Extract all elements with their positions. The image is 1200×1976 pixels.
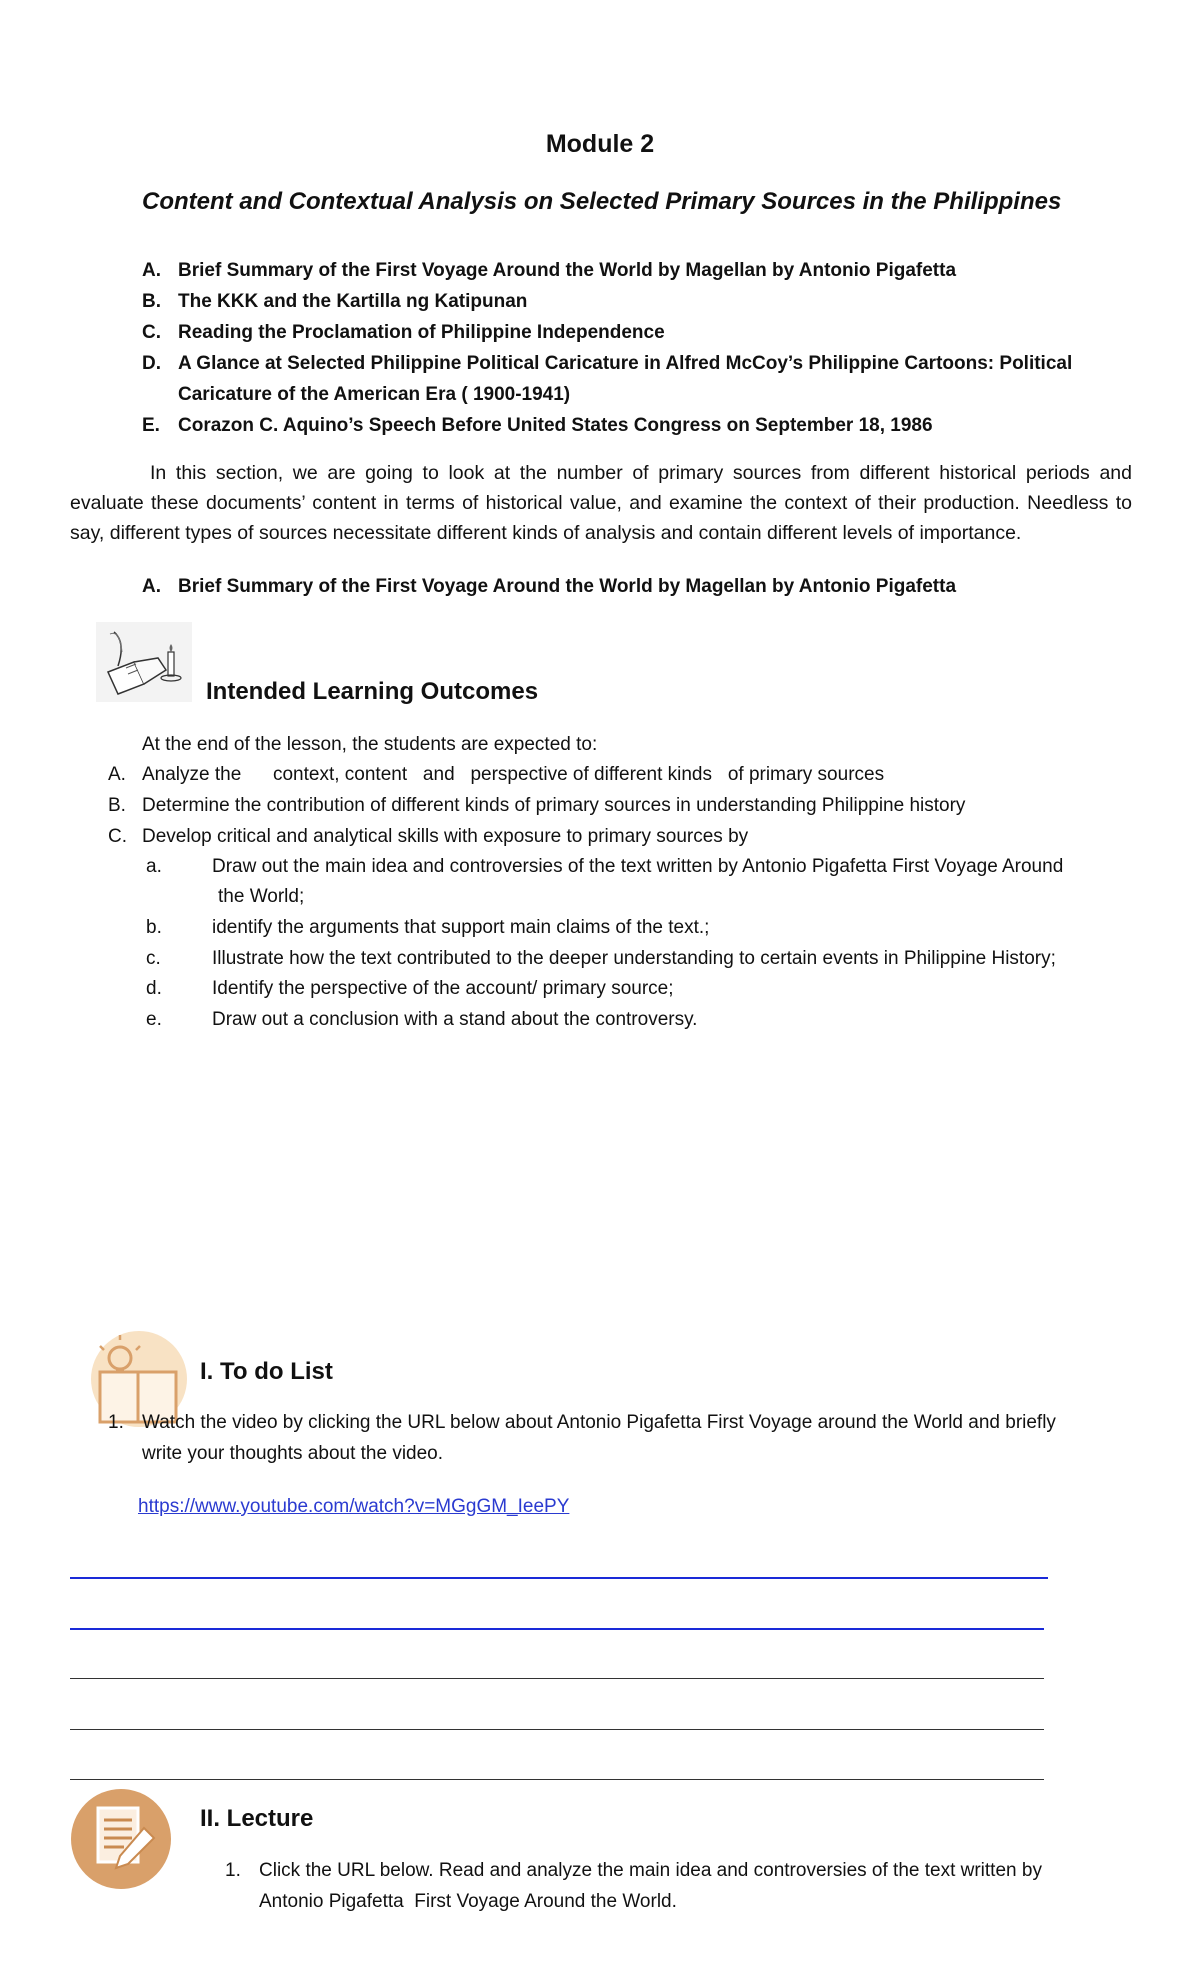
answer-line[interactable]	[70, 1577, 1048, 1579]
ilo-heading: Intended Learning Outcomes	[206, 678, 539, 705]
ilo-intro: At the end of the lesson, the students are expected to:	[142, 734, 598, 755]
toc-item-continuation: Caricature of the American Era ( 1900-1941)	[178, 384, 571, 405]
document-pencil-icon	[70, 1788, 172, 1890]
lecture-heading: II. Lecture	[200, 1805, 314, 1832]
ilo-subitem-continuation: the World;	[218, 886, 305, 907]
intro-paragraph: In this section, we are going to look at the number of primary sources from different historical periods and evaluate these documents’ content in terms of historical value, and examine the context of their production. Needless to say, different types of sources necessitate different kinds of analysis and contain different levels of importance.	[70, 462, 1132, 544]
answer-line[interactable]	[70, 1729, 1044, 1730]
answer-line[interactable]	[70, 1779, 1044, 1780]
youtube-link[interactable]: https://www.youtube.com/watch?v=MGgGM_IeePY	[138, 1496, 570, 1517]
lecture-item-continuation: Antonio Pigafetta First Voyage Around the World.	[259, 1891, 677, 1912]
document-page: Module 2 Content and Contextual Analysis on Selected Primary Sources in the Philippines A. Brief Summary of the First Voyage Around the World by Magellan by Antonio Pigafetta B. The KKK and the Kartilla ng Katipunan C. Reading the Proclamation of Philippine Independence D. A Glance at Selected Philippine Political Caricature in Alfred McCoy’s Philippine Cartoons: Political Caricature of the American Era ( 1900-1941) E. Corazon C. Aquino’s Speech Before United States Congress on September 18, 1986 In this section, we are going to look at the number of primary sources from different historical periods and evaluate these documents’ content in terms of historical value, and examine the context of their production. Needless to say, different types of sources necessitate different kinds of analysis and contain different levels of importance. A. Brief Summary of the First Voyage Around the World by Magellan by Antonio Pigafetta Intended Learning Outcomes At the end of the lesson, the students are expected to: A. Analyze the context, content and perspective of different kinds of primary sources B. Determine the contribution of different kinds of primary sources in understanding Philippine history C. Develop critical and analytical skills with exposure to primary sources by a. Draw out the main idea and controversies of the text written by Antonio Pigafetta First Voyage Around the World; b. identify the arguments that support main claims of the text.; c. Illustrate how the text contributed to the deeper understanding to certain events in Philippine History; d. Identify the perspective of the account/ primary source; e. Draw out a conclusion with a stand about the controversy. I. To do List 1. Watch the video by clicking the URL below about Antonio Pigafetta First Voyage around the World and briefly write your thoughts about the video. https://www.youtube.com/watch?v=MGgGM_IeePY II. Lecture 1. Click the URL below. Read and analyze the main idea and controversies of the text written by Antonio Pigafetta First Voyage Around the World.	[0, 0, 1200, 1976]
todo-heading: I. To do List	[200, 1358, 333, 1385]
book-quill-icon	[96, 622, 192, 702]
module-subtitle: Content and Contextual Analysis on Selected Primary Sources in the Philippines	[142, 188, 1062, 215]
answer-line[interactable]	[70, 1678, 1044, 1679]
module-title: Module 2	[545, 130, 655, 158]
answer-line[interactable]	[70, 1628, 1044, 1630]
todo-item-continuation: write your thoughts about the video.	[142, 1443, 444, 1464]
